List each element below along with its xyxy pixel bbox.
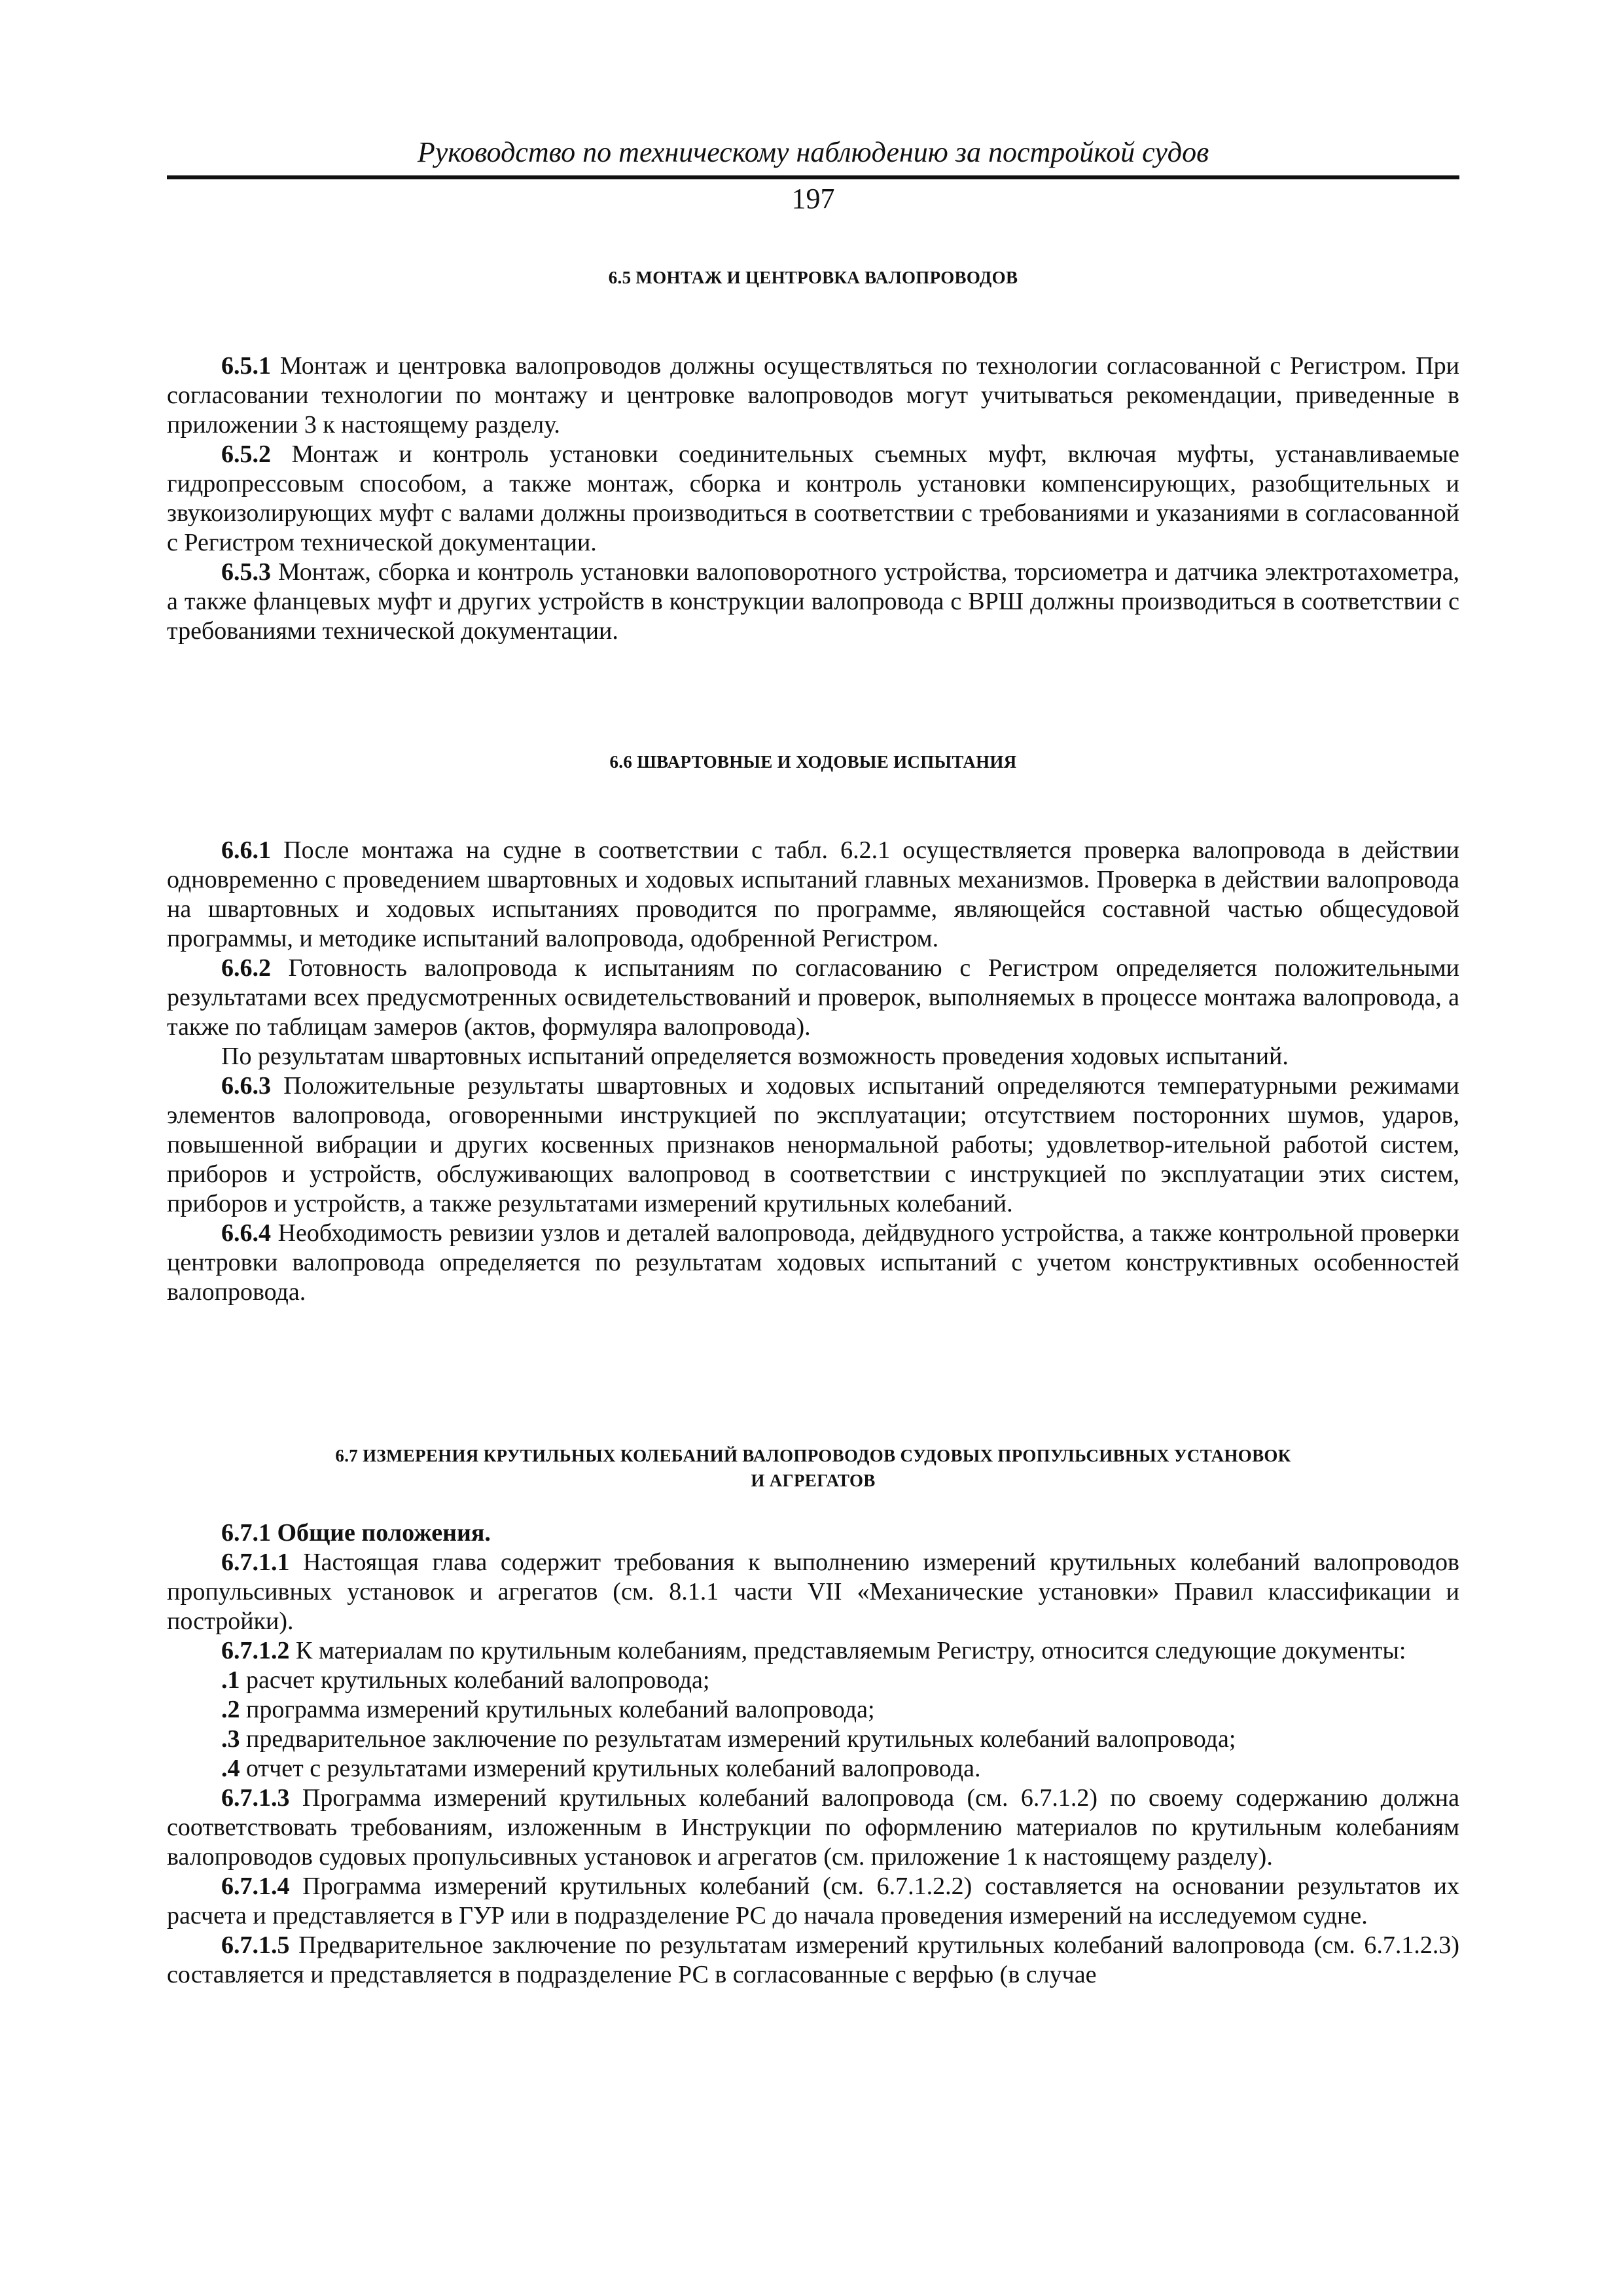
paragraph-number: 6.7.1.4 — [221, 1873, 290, 1900]
paragraph-6-6-3 — [167, 1071, 1459, 1219]
running-title: Руководство по техническому наблюдению за постройкой судов — [417, 136, 1209, 168]
paragraph-6-7-1-4 — [167, 1872, 1459, 1931]
header-rule — [167, 175, 1459, 179]
list-item-text: отчет с результатами измерений крутильных колебаний валопровода. — [240, 1755, 981, 1782]
section-title-line: И АГРЕГАТОВ — [751, 1471, 876, 1490]
section-title-6-6: 6.6 ШВАРТОВНЫЕ И ХОДОВЫЕ ИСПЫТАНИЯ — [609, 752, 1017, 772]
list-item-number: .3 — [221, 1725, 240, 1753]
list-item-text: расчет крутильных колебаний валопровода; — [240, 1666, 710, 1694]
paragraph-text: Монтаж, сборка и контроль установки валоповоротного устройства, торсиометра и датчика электротахометра, а также фланцевых муфт и других устройств в конструкции валопровода с ВРШ должны производиться в соответствии с требованиями технической документации. — [167, 558, 1459, 645]
list-item-2 — [167, 1695, 1459, 1725]
paragraph-text: Монтаж и контроль установки соединительных съемных муфт, включая муфты, устанавливаемые гидропрессовым способом, а также монтаж, сборка и контроль установки компенсирующих, разобщительных и звукоизолирующих муфт с валами должны производиться в соответствии с требованиями и указаниями в согласованной с Регистром технической документации. — [167, 440, 1459, 556]
paragraph-text: Монтаж и центровка валопроводов должны осуществляться по технологии согласованной с Регистром. При согласовании технологии по монтажу и центровке валопроводов могут учитываться рекомендации, приведенные в приложении 3 к настоящему разделу. — [167, 352, 1459, 439]
document-page — [167, 0, 1459, 2296]
paragraph-text: Готовность валопровода к испытаниям по согласованию с Регистром определяется положительными результатами всех предусмотренных освидетельствований и проверок, выполняемых в процессе монтажа валопровода, а также по таблицам замеров (актов, формуляра валопровода). — [167, 954, 1459, 1041]
list-item-4 — [167, 1754, 1459, 1784]
paragraph-text: Предварительное заключение по результатам измерений крутильных колебаний валопровода (см. 6.7.1.2.3) составляется и представляется в подразделение РС в согласованные с верфью (в случае — [167, 1931, 1459, 1988]
paragraph-number: 6.7.1.3 — [221, 1784, 290, 1812]
list-item-number: .2 — [221, 1696, 240, 1723]
paragraph-number: 6.6.4 — [221, 1219, 271, 1247]
paragraph-6-6-1 — [167, 836, 1459, 954]
paragraph-6-5-3 — [167, 558, 1459, 646]
section-6-7-body — [167, 1518, 1459, 1990]
paragraph-number: 6.7.1.1 — [221, 1549, 290, 1576]
paragraph-text: Положительные результаты швартовных и ходовых испытаний определяются температурными режимами элементов валопровода, оговоренными инструкцией по эксплуатации; отсутствием посторонних шумов, ударов, повышенной вибрации и других косвенных признаков ненормальной работы; удовлетвор-ительной работой систем, приборов и устройств, обслуживающих валопровод в соответствии с инструкцией по эксплуатации этих систем, приборов и устройств, а также результатами измерений крутильных колебаний. — [167, 1072, 1459, 1217]
paragraph-number: 6.5.1 — [221, 352, 271, 380]
list-item-number: .4 — [221, 1755, 240, 1782]
paragraph-number: 6.6.3 — [221, 1072, 271, 1100]
list-item-text: предварительное заключение по результатам измерений крутильных колебаний валопровода; — [240, 1725, 1236, 1753]
paragraph-6-7-1-2 — [167, 1636, 1459, 1666]
paragraph-6-6-4 — [167, 1219, 1459, 1307]
paragraph-text: Программа измерений крутильных колебаний (см. 6.7.1.2.2) составляется на основании результатов их расчета и представляется в ГУР или в подразделение РС до начала проведения измерений на исследуемом судне. — [167, 1873, 1459, 1929]
paragraph-6-6-2-continued — [167, 1042, 1459, 1071]
subsection-title-6-7-1: 6.7.1 Общие положения. — [221, 1519, 491, 1547]
list-item-3 — [167, 1725, 1459, 1754]
paragraph-6-6-2 — [167, 954, 1459, 1042]
paragraph-number: 6.5.2 — [221, 440, 271, 468]
paragraph-number: 6.6.1 — [221, 836, 271, 864]
paragraph-text: По результатам швартовных испытаний определяется возможность проведения ходовых испытаний. — [221, 1043, 1289, 1070]
paragraph-number: 6.6.2 — [221, 954, 271, 982]
paragraph-text: Необходимость ревизии узлов и деталей валопровода, дейдвудного устройства, а также контрольной проверки центровки валопровода определяется по результатам ходовых испытаний с учетом конструктивных особенностей валопровода. — [167, 1219, 1459, 1306]
list-item-text: программа измерений крутильных колебаний валопровода; — [240, 1696, 875, 1723]
paragraph-number: 6.5.3 — [221, 558, 271, 586]
paragraph-6-5-1 — [167, 351, 1459, 440]
section-6-6-body — [167, 836, 1459, 1307]
paragraph-text: К материалам по крутильным колебаниям, представляемым Регистру, относится следующие документы: — [289, 1637, 1406, 1664]
paragraph-text: Настоящая глава содержит требования к выполнению измерений крутильных колебаний валопроводов пропульсивных установок и агрегатов (см. 8.1.1 части VII «Механические установки» Правил классификации и постройки). — [167, 1549, 1459, 1635]
paragraph-6-7-1-1 — [167, 1548, 1459, 1636]
paragraph-6-5-2 — [167, 440, 1459, 558]
section-title-line: 6.7 ИЗМЕРЕНИЯ КРУТИЛЬНЫХ КОЛЕБАНИЙ ВАЛОПРОВОДОВ СУДОВЫХ ПРОПУЛЬСИВНЫХ УСТАНОВОК — [335, 1446, 1291, 1465]
paragraph-number: 6.7.1.2 — [221, 1637, 290, 1664]
section-title-6-7 — [167, 1443, 1459, 1493]
page-number: 197 — [791, 183, 835, 215]
paragraph-text: Программа измерений крутильных колебаний валопровода (см. 6.7.1.2) по своему содержанию должна соответствовать требованиям, изложенным в Инструкции по оформлению материалов по крутильным колебаниям валопроводов судовых пропульсивных установок и агрегатов (см. приложение 1 к настоящему разделу). — [167, 1784, 1459, 1871]
section-title-6-5: 6.5 МОНТАЖ И ЦЕНТРОВКА ВАЛОПРОВОДОВ — [608, 268, 1018, 287]
paragraph-6-7-1-3 — [167, 1784, 1459, 1872]
paragraph-number: 6.7.1.5 — [221, 1931, 290, 1959]
list-item-number: .1 — [221, 1666, 240, 1694]
section-6-5-body — [167, 351, 1459, 646]
paragraph-text: После монтажа на судне в соответствии с табл. 6.2.1 осуществляется проверка валопровода в действии одновременно с проведением швартовных и ходовых испытаний главных механизмов. Проверка в действии валопровода на швартовных и ходовых испытаниях проводится по программе, являющейся составной частью общесудовой программы, и методике испытаний валопровода, одобренной Регистром. — [167, 836, 1459, 952]
paragraph-6-7-1-5 — [167, 1931, 1459, 1990]
list-item-1 — [167, 1666, 1459, 1695]
